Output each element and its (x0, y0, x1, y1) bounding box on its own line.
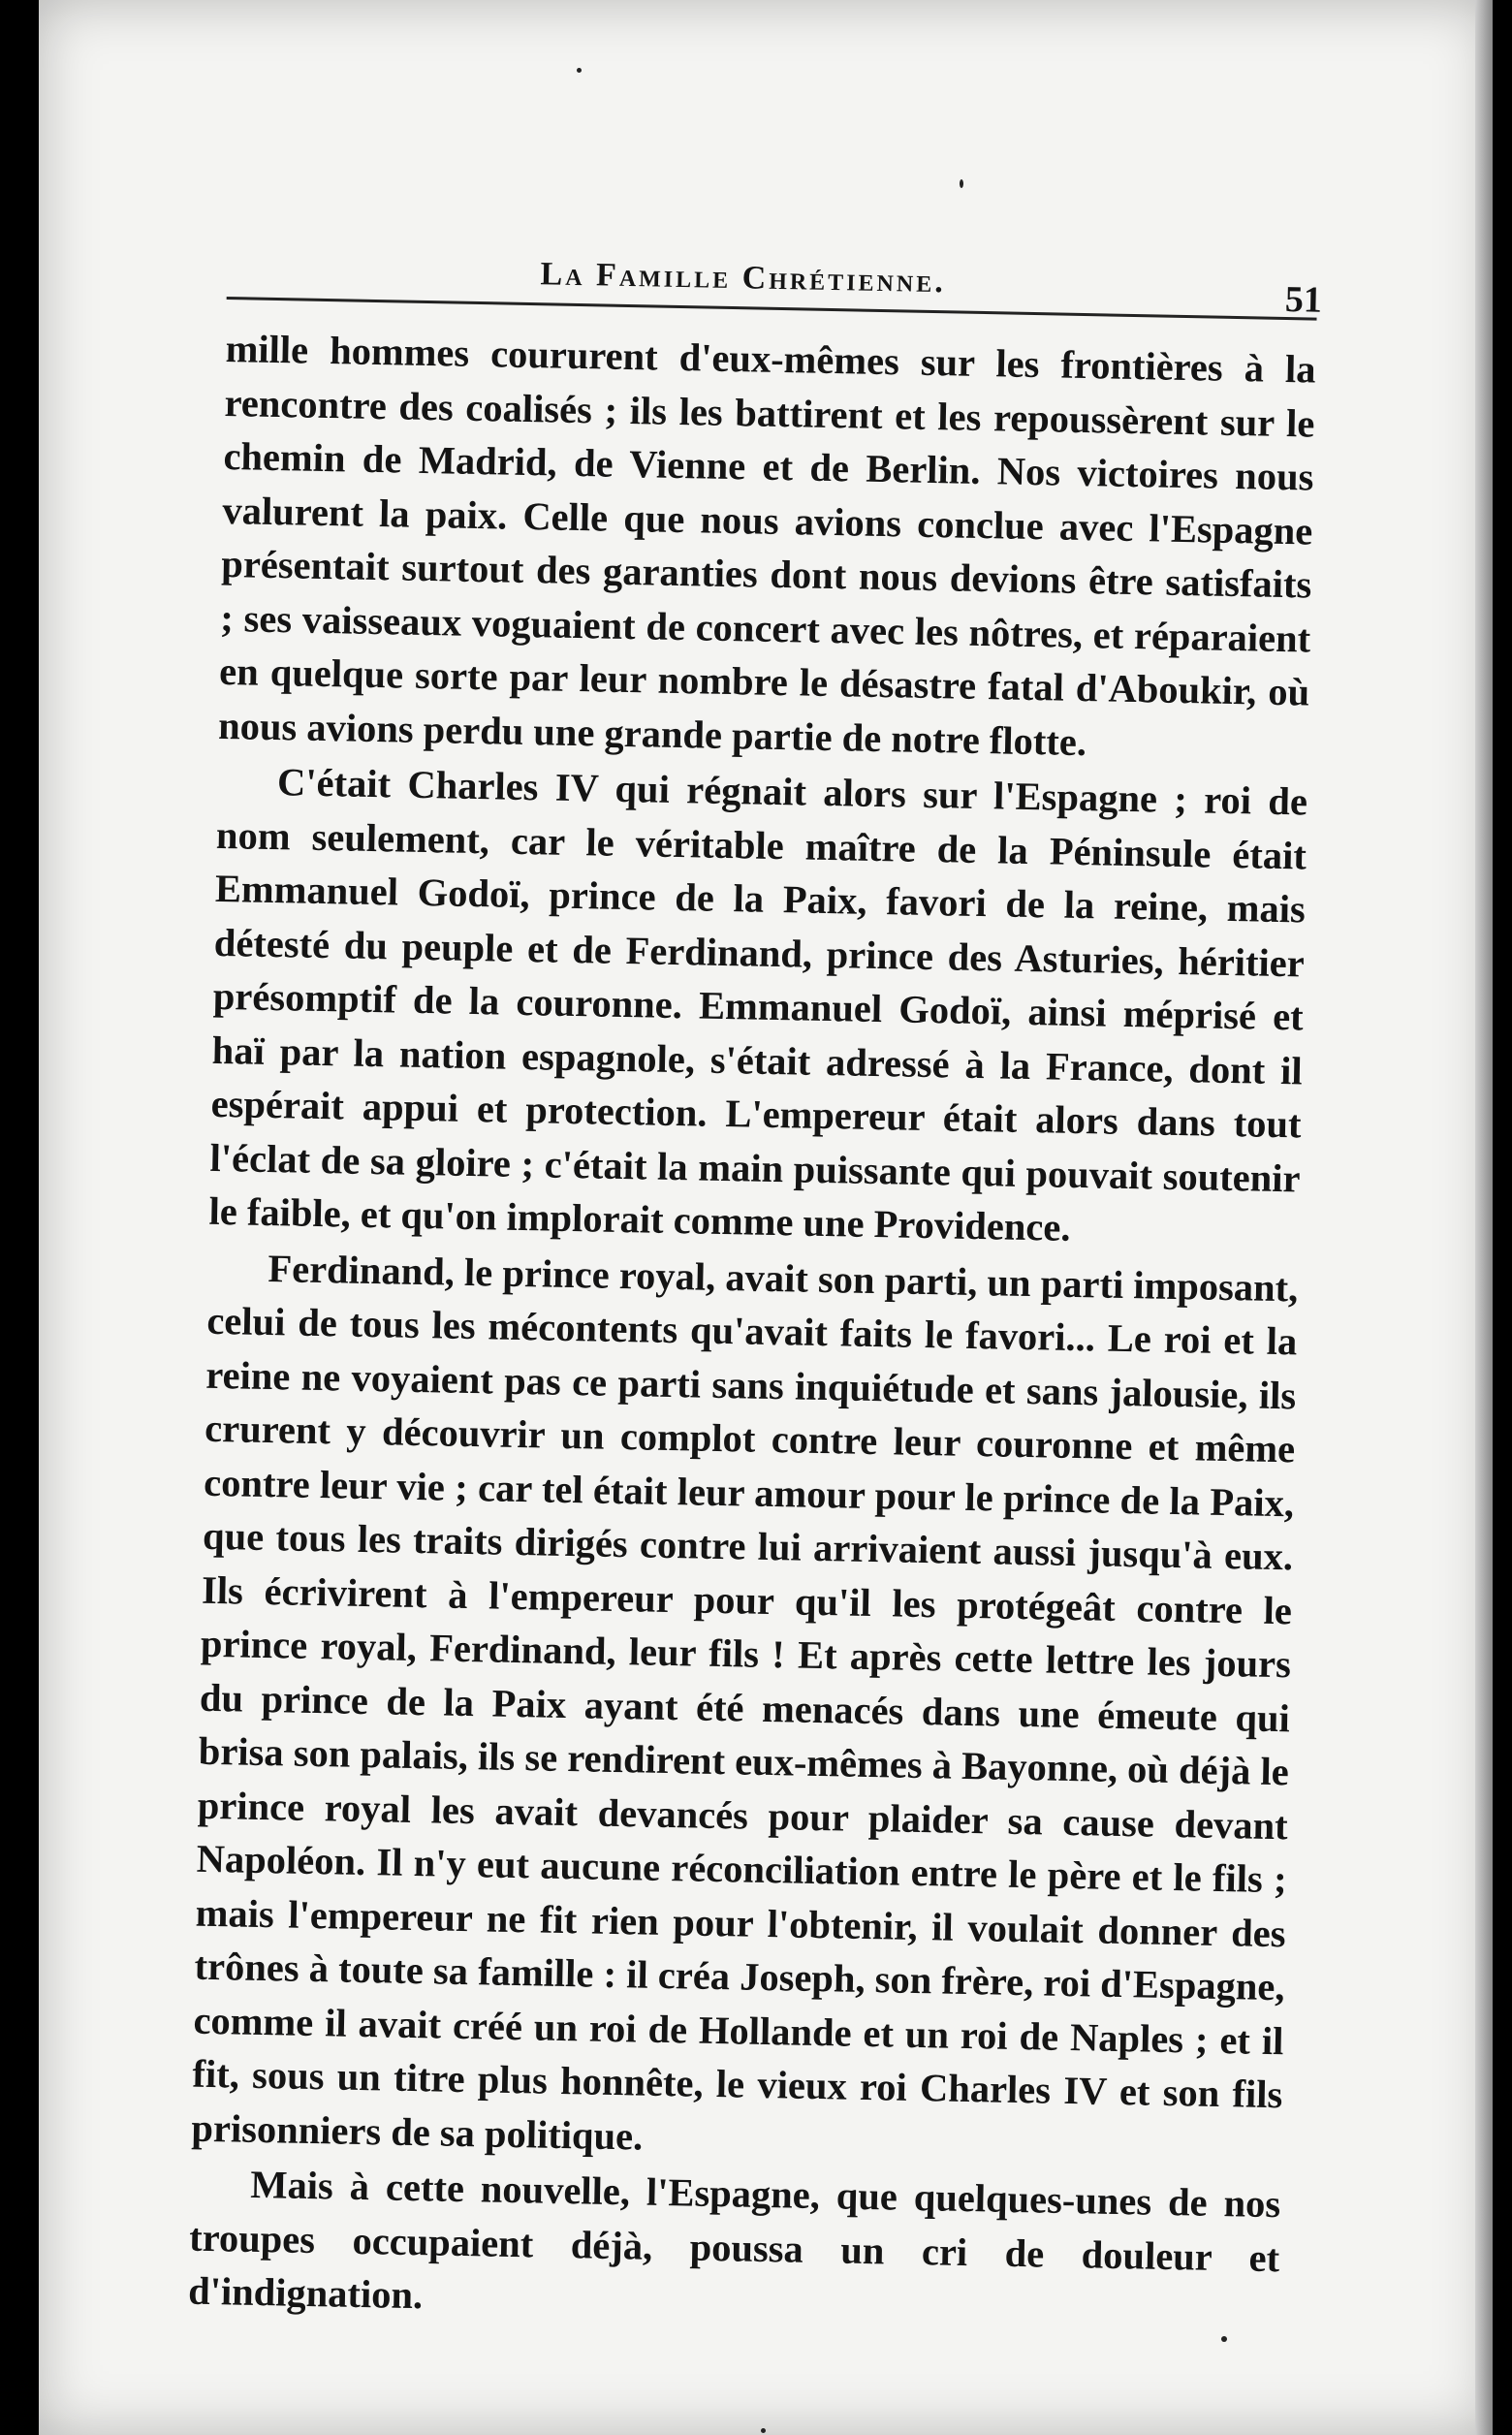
body-text (188, 322, 1316, 2339)
ink-speck (761, 2428, 766, 2433)
page-edge (1475, 0, 1493, 2435)
paragraph-1: mille hommes coururent d'eux-mêmes sur les frontières à la rencontre des coalisés ; ils les battirent et les repoussèrent sur le chemin de Madrid, de Vienne et de Berlin. Nos victoires nous valurent la paix. Celle que nous avions conclue avec l'Espagne présentait surtout des garanties dont nous devions être satisfaits ; ses vaisseaux voguaient de concert avec les nôtres, et réparaient en quelque sorte par leur nombre le désastre fatal d'Aboukir, où nous avions perdu une grande partie de notre flotte. (217, 326, 1316, 764)
paragraph-2: C'était Charles IV qui régnait alors sur l'Espagne ; roi de nom seulement, car le véritable maître de la Péninsule était Emmanuel Godoï, prince de la Paix, favori de la reine, mais détesté du peuple et de Ferdinand, prince des Asturies, héritier présomptif de la couronne. Emmanuel Godoï, ainsi méprisé et haï par la nation espagnole, s'était adressé à la France, dont il espérait appui et protection. L'empereur était alors dans tout l'éclat de sa gloire ; c'était la main puissante qui pouvait soutenir le faible, et qu'on implorait comme une Providence. (208, 760, 1308, 1249)
running-header (226, 233, 1323, 332)
ink-speck (960, 179, 963, 188)
scanned-page (39, 0, 1493, 2435)
book-page (187, 233, 1323, 2339)
running-title: La Famille Chrétienne. (540, 256, 947, 300)
paragraph-4: Mais à cette nouvelle, l'Espagne, que quelques-unes de nos troupes occupaient déjà, poussa un cri de douleur et d'indignation. (187, 2162, 1281, 2318)
ink-speck (577, 68, 582, 73)
page-number: 51 (1284, 278, 1323, 321)
paragraph-3: Ferdinand, le prince royal, avait son parti, un parti imposant, celui de tous les mécontents qu'avait faits le favori... Le roi et la reine ne voyaient pas ce parti sans inquiétude et sans jalousie, ils crurent y découvrir un complot contre leur couronne et même contre leur vie ; car tel était leur amour pour le prince de la Paix, que tous les traits dirigés contre lui arrivaient aussi jusqu'à eux. Ils écrivirent à l'empereur pour qu'il les protégeât contre le prince royal, Ferdinand, leur fils ! Et après cette lettre les jours du prince de la Paix ayant été menacés dans une émeute qui brisa son palais, ils se rendirent eux-mêmes à Bayonne, où déjà le prince royal les avait devancés pour plaider sa cause devant Napoléon. Il n'y eut aucune réconciliation entre le père et le fils ; mais l'empereur ne fit rien pour l'obtenir, il voulait donner des trônes à toute sa famille : il créa Joseph, son frère, roi d'Espagne, comme il avait créé un roi de Hollande et un roi de Naples ; et il fit, sous un titre plus honnête, le vieux roi Charles IV et son fils prisonniers de sa politique. (191, 1246, 1299, 2159)
